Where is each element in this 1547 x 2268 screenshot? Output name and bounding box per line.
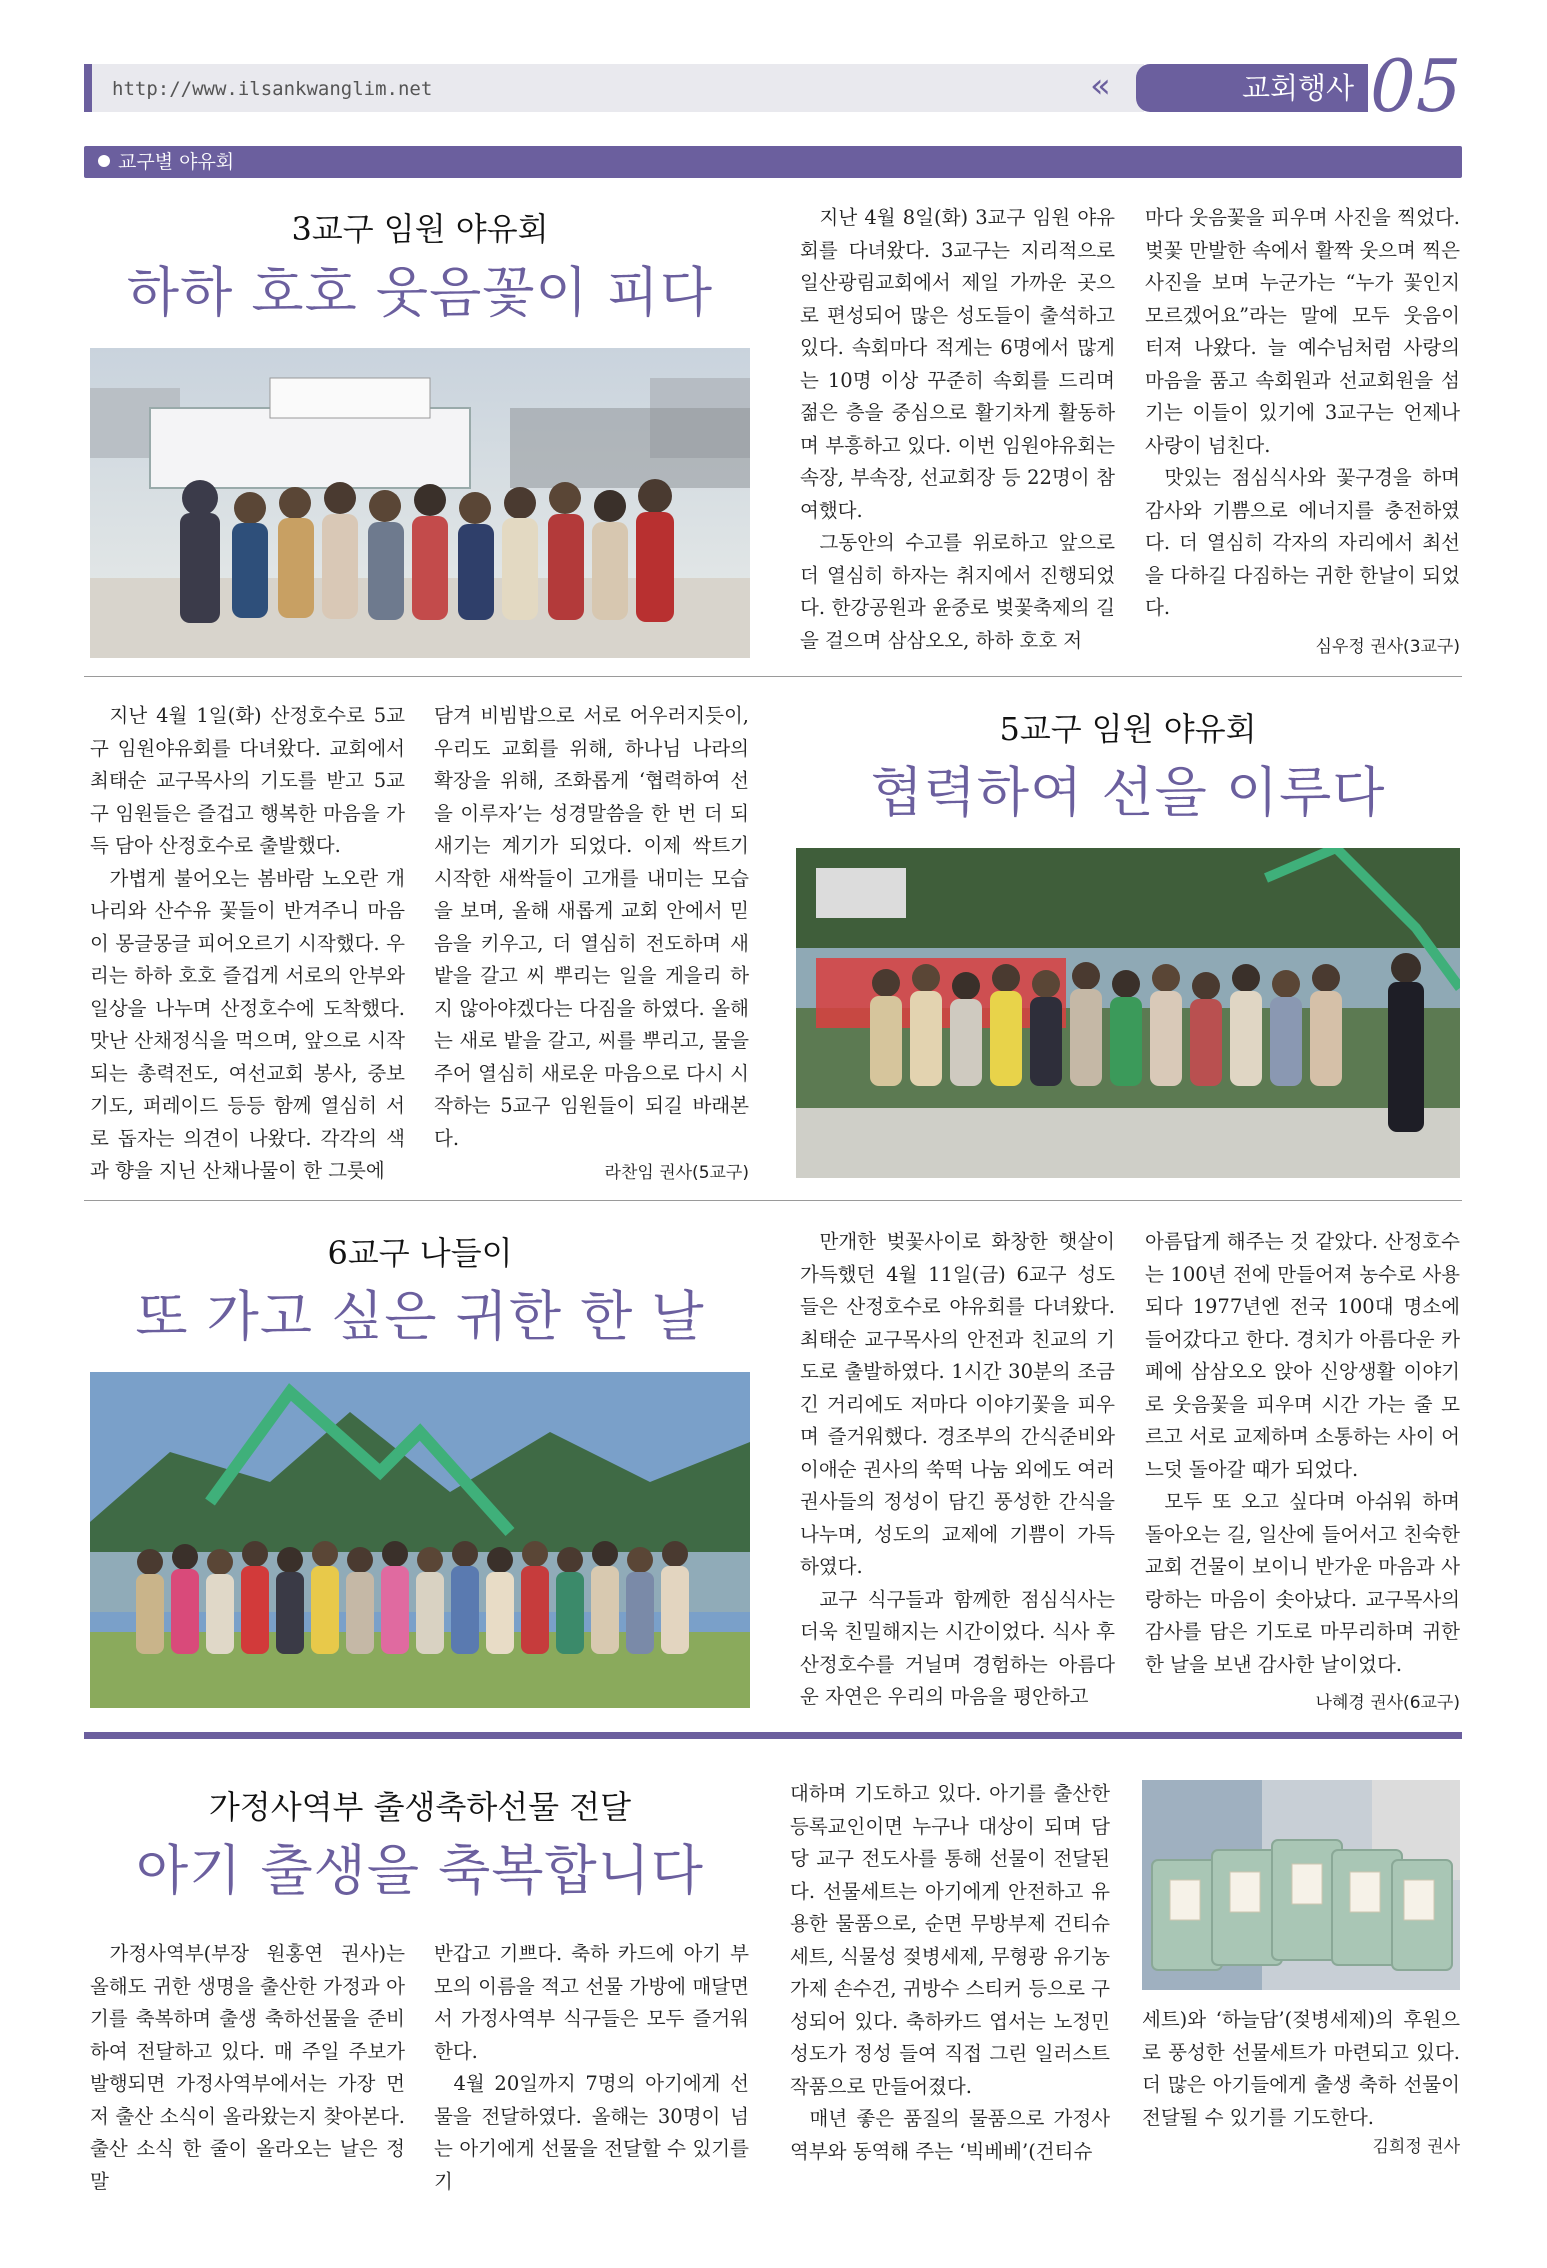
article1-column-2: 마다 웃음꽃을 피우며 사진을 찍었다. 벚꽃 만발한 속에서 활짝 웃으며 찍은 사진을 보며 누군가는 “누가 꽃인지 모르겠어요”라는 말에 모두 웃음이 터져 나왔다. 늘 예수님처럼 사랑의 마음을 품고 속회원과 선교회원을 섬기는 이들이 있기에 3교구는 언제나 사랑이 넘친다. 맛있는 점심식사와 꽃구경을 하며 감사와 기쁨으로 에너지를 충전하였다. 더 열심히 각자의 자리에서 최선을 다하길 다짐하는 귀한 한날이 되었다. [1145,206,1460,619]
article4-gift-photo [1142,1780,1460,1990]
category-label: 교구별 야유회 [118,151,235,173]
article1-subtitle: 3교구 임원 야유회 [291,210,549,248]
website-url[interactable]: http://www.ilsankwanglim.net [112,78,433,100]
article4-column-3: 대하며 기도하고 있다. 아기를 출산한 등록교인이면 누구나 대상이 되며 담당 교구 전도사를 통해 선물이 전달된다. 선물세트는 아기에게 안전하고 유용한 물품으로, 순면 무방부제 건티슈 세트, 식물성 젖병세제, 무형광 유기농 가제 손수건, 귀방수 스티커 등으로 구성되어 있다. 축하카드 엽서는 노정민 성도가 정성 들여 직접 그린 일러스트 작품으로 만들어졌다. 매년 좋은 품질의 물품으로 가정사역부와 동역해 주는 ‘빅베베’(건티슈 [790,1782,1110,2163]
article1-group-photo [90,348,750,658]
article4-column-4: 세트)와 ‘하늘담’(젖병세제)의 후원으로 풍성한 선물세트가 마련되고 있다. 더 많은 아기들에게 출생 축하 선물이 전달될 수 있기를 기도한다. [1142,2008,1460,2129]
article1-title: 하하 호호 웃음꽃이 피다 [126,261,714,324]
article2-subtitle: 5교구 임원 야유회 [999,710,1257,748]
article3-group-photo [90,1372,750,1708]
article4-subtitle: 가정사역부 출생축하선물 전달 [208,1788,632,1826]
article2-column-2: 담겨 비빔밥으로 서로 어우러지듯이, 우리도 교회를 위해, 하나님 나라의 확장을 위해, 조화롭게 ‘협력하여 선을 이루자’는 성경말씀을 한 번 더 되새기는 계기가 되었다. 이제 싹트기 시작한 새싹들이 고개를 내미는 모습을 보며, 올해 새롭게 교회 안에서 믿음을 키우고, 더 열심히 전도하며 새 밭을 갈고 씨 뿌리는 일을 게을리 하지 않아야겠다는 다짐을 하였다. 올해는 새로 밭을 갈고, 씨를 뿌리고, 물을 주어 열심히 새로운 마음으로 다시 시작하는 5교구 임원들이 되길 바래본다. [434,704,749,1150]
article2-column-1: 지난 4월 1일(화) 산정호수로 5교구 임원야유회를 다녀왔다. 교회에서 최태순 교구목사의 기도를 받고 5교구 임원들은 즐겁고 행복한 마음을 가득 담아 산정호수로 출발했다. 가볍게 불어오는 봄바람 노오란 개나리와 산수유 꽃들이 반겨주니 마음이 몽글몽글 피어오르기 시작했다. 우리는 하하 호호 즐겁게 서로의 안부와 일상을 나누며 산정호수에 도착했다. 맛난 산채정식을 먹으며, 앞으로 시작되는 총력전도, 여선교회 봉사, 중보기도, 퍼레이드 등등 함께 열심히 서로 돕자는 의견이 나왔다. 각각의 색과 향을 지닌 산채나물이 한 그릇에 [90,704,405,1182]
section-label: 교회행사 [1136,64,1368,112]
header-accent [84,64,92,112]
article3-title: 또 가고 싶은 귀한 한 날 [135,1285,705,1348]
article4-author: 김희정 권사 [1372,2137,1460,2157]
article3-author: 나혜경 권사(6교구) [1315,1693,1460,1713]
article2-author: 라찬임 권사(5교구) [604,1163,749,1183]
article1-column-1: 지난 4월 8일(화) 3교구 임원 야유회를 다녀왔다. 3교구는 지리적으로 일산광림교회에서 제일 가까운 곳으로 편성되어 많은 성도들이 출석하고 있다. 속회마다 적게는 6명에서 많게는 10명 이상 꾸준히 속회를 드리며 젊은 층을 중심으로 활기차게 활동하며 부흥하고 있다. 이번 임원야유회는 속장, 부속장, 선교회장 등 22명이 참여했다. 그동안의 수고를 위로하고 앞으로 더 열심히 하자는 취지에서 진행되었다. 한강공원과 윤중로 벚꽃축제의 길을 걸으며 삼삼오오, 하하 호호 저 [800,206,1115,652]
article4-column-2: 반갑고 기쁘다. 축하 카드에 아기 부모의 이름을 적고 선물 가방에 매달면서 가정사역부 식구들은 모두 즐거워한다. 4월 20일까지 7명의 아기에게 선물을 전달하였다. 올해는 30명이 넘는 아기에게 선물을 전달할 수 있기를 기 [434,1942,749,2193]
article2-group-photo [796,848,1460,1178]
bullet-icon [98,155,110,167]
divider [84,676,1462,677]
article1-author: 심우정 권사(3교구) [1315,637,1460,657]
article3-subtitle: 6교구 나들이 [327,1234,513,1272]
article4-title: 아기 출생을 축복합니다 [136,1839,704,1902]
article3-column-1: 만개한 벚꽃사이로 화창한 햇살이 가득했던 4월 11일(금) 6교구 성도들은 산정호수로 야유회를 다녀왔다. 최태순 교구목사의 안전과 친교의 기도로 출발하였다. 1시간 30분의 조금 긴 거리에도 저마다 이야기꽃을 피우며 즐거워했다. 경조부의 간식준비와 이애순 권사의 쑥떡 나눔 외에도 여러 권사들의 정성이 담긴 풍성한 간식을 나누며, 성도의 교제에 기쁨이 가득 하였다. 교구 식구들과 함께한 점심식사는 더욱 친밀해지는 시간이었다. 식사 후 산정호수를 거닐며 경험하는 아름다운 자연은 우리의 마음을 평안하고 [800,1230,1115,1708]
divider [84,1200,1462,1201]
category-bar [84,146,1462,178]
article3-column-2: 아름답게 해주는 것 같았다. 산정호수는 100년 전에 만들어져 농수로 사용되다 1977년엔 전국 100대 명소에 들어갔다고 한다. 경치가 아름다운 카페에 삼삼오오 앉아 신앙생활 이야기로 웃음꽃을 피우며 시간 가는 줄 모르고 서로 교제하며 소통하는 사이 어느덧 돌아갈 때가 되었다. 모두 또 오고 싶다며 아쉬워 하며 돌아오는 길, 일산에 들어서고 친숙한 교회 건물이 보이니 반가운 마음과 사랑하는 마음이 솟아났다. 교구목사의 감사를 담은 기도로 마무리하며 귀한 한 날을 보낸 감사한 날이었다. [1145,1230,1460,1676]
chevron-left-icon: « [1090,66,1111,106]
article4-column-1: 가정사역부(부장 원홍연 권사)는 올해도 귀한 생명을 출산한 가정과 아기를 축복하며 출생 축하선물을 준비하여 전달하고 있다. 매 주일 주보가 발행되면 가정사역부에서는 가장 먼저 출산 소식이 올라왔는지 찾아본다. 출산 소식 한 줄이 올라오는 날은 정말 [90,1942,405,2193]
article2-title: 협력하여 선을 이루다 [870,761,1386,824]
section-divider [84,1732,1462,1739]
page-number: 05 [1370,44,1462,128]
